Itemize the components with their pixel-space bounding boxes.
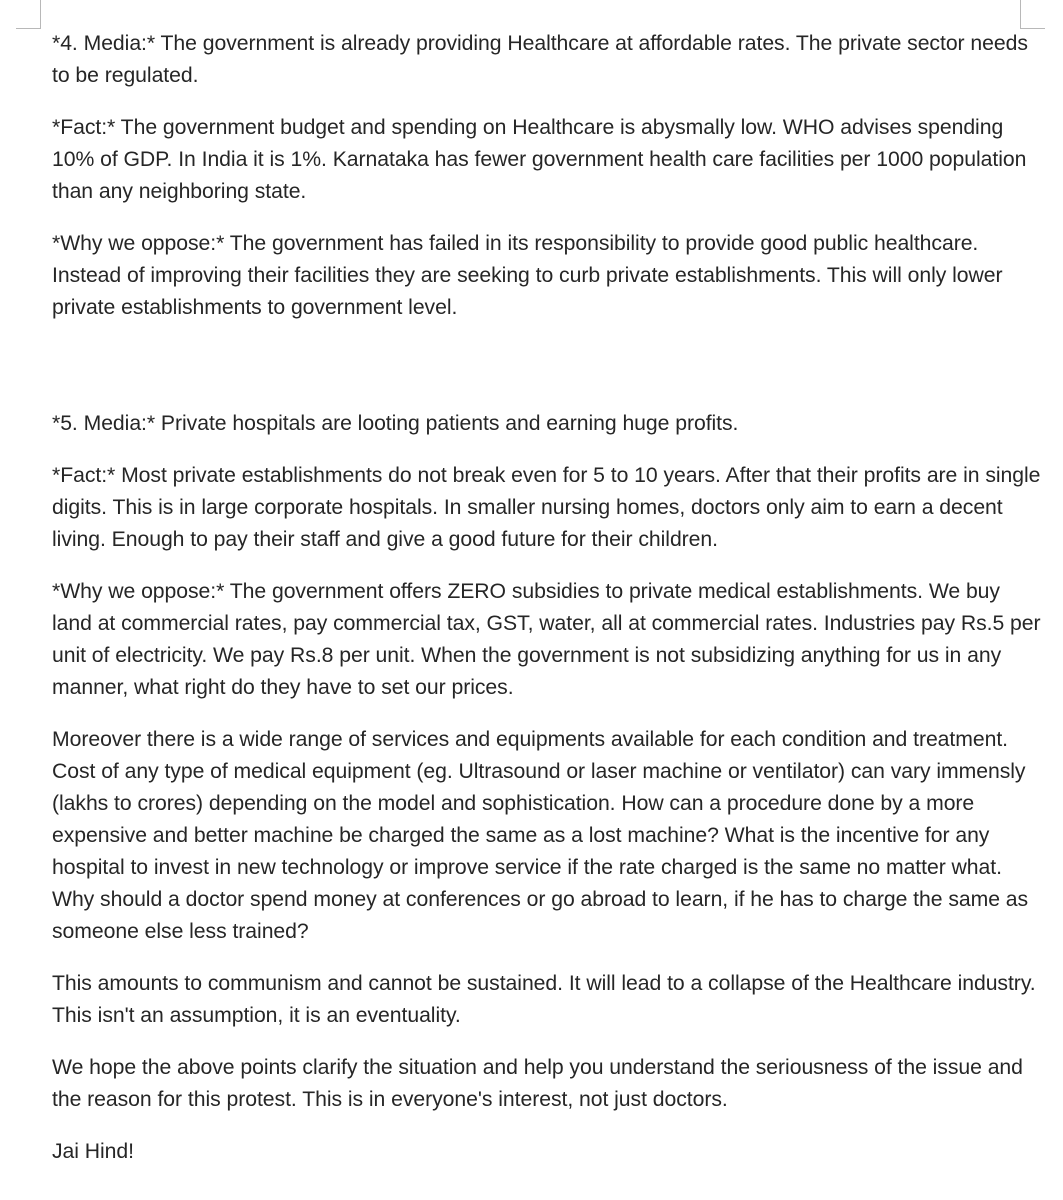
paragraph-media-5: *5. Media:* Private hospitals are looting patients and earning huge profits.	[52, 412, 739, 435]
paragraph-conclusion: We hope the above points clarify the situation and help you understand the seriousness of the issue and the reason for this protest. This is in everyone's interest, not just doctors.	[52, 1056, 1023, 1111]
paragraph-signoff: Jai Hind!	[52, 1140, 134, 1163]
paragraph-oppose-5: *Why we oppose:* The government offers ZERO subsidies to private medical establishments. We buy land at commercial rates, pay commercial tax, GST, water, all at commercial rates. Industries pay Rs.5 per unit of electricity. We pay Rs.8 per unit. When the government is not subsidizing anything for us in any manner, what right do they have to set our prices.	[52, 580, 1041, 699]
paragraph-fact-5: *Fact:* Most private establishments do not break even for 5 to 10 years. After that their profits are in single digits. This is in large corporate hospitals. In smaller nursing homes, doctors only aim to earn a decent living. Enough to pay their staff and give a good future for their children.	[52, 464, 1041, 551]
page-corner-mark-right	[1020, 0, 1045, 29]
paragraph-communism: This amounts to communism and cannot be sustained. It will lead to a collapse of the Healthcare industry. This isn't an assumption, it is an eventuality.	[52, 972, 1036, 1027]
document-body	[52, 28, 1042, 1168]
paragraph-fact-4: *Fact:* The government budget and spending on Healthcare is abysmally low. WHO advises spending 10% of GDP. In India it is 1%. Karnataka has fewer government health care facilities per 1000 population than any neighboring state.	[52, 116, 1027, 203]
paragraph-equipment: Moreover there is a wide range of services and equipments available for each condition and treatment. Cost of any type of medical equipment (eg. Ultrasound or laser machine or ventilator) can vary immensly (lakhs to crores) depending on the model and sophistication. How can a procedure done by a more expensive and better machine be charged the same as a lost machine? What is the incentive for any hospital to invest in new technology or improve service if the rate charged is the same no matter what. Why should a doctor spend money at conferences or go abroad to learn, if he has to charge the same as someone else less trained?	[52, 728, 1029, 943]
paragraph-media-4: *4. Media:* The government is already providing Healthcare at affordable rates. The private sector needs to be regulated.	[52, 32, 1028, 87]
paragraph-oppose-4: *Why we oppose:* The government has failed in its responsibility to provide good public healthcare. Instead of improving their facilities they are seeking to curb private establishments. This will only lower private establishments to government level.	[52, 232, 1003, 319]
page-corner-mark-left	[16, 0, 41, 29]
